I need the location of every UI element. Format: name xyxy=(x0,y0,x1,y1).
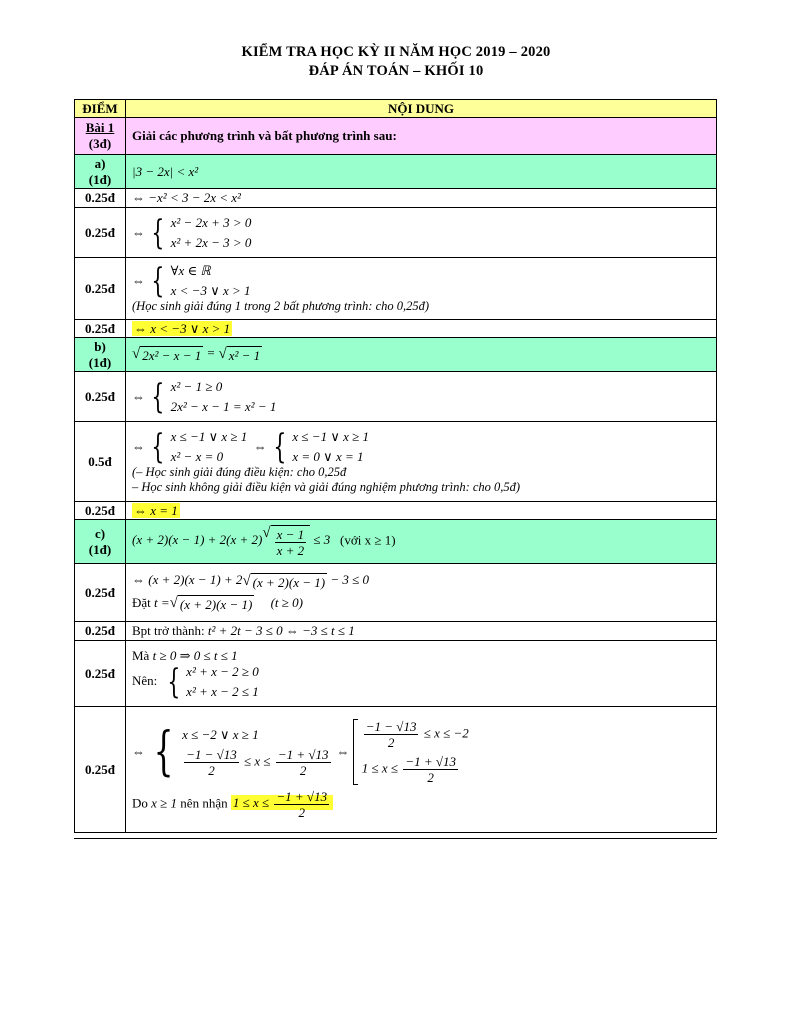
points-cell: 0.25đ xyxy=(75,564,126,622)
part-a-label: a) xyxy=(94,155,106,171)
points-cell: 0.25đ xyxy=(75,320,126,338)
part-c-points: (1đ) xyxy=(88,541,112,557)
part-a-label-cell xyxy=(75,155,126,189)
table-row xyxy=(75,208,717,258)
table-row xyxy=(75,258,717,320)
c-do-label: Do xyxy=(132,795,148,811)
table-row xyxy=(75,320,717,338)
c-nen-label: Nên: xyxy=(132,672,158,688)
a-note: (Học sinh giải đúng 1 trong 2 bất phương trình: cho 0,25đ) xyxy=(132,299,430,313)
c-final-system: ⇔ { x ≤ −2 ∨ x ≥ 1 $\frac{-1 - √13}{2}$ ≤ x ≤ $\frac{-1 + √13}{2}$ xyxy=(132,726,333,778)
part-c-label: c) xyxy=(94,525,106,541)
c-final-line1: x ≤ −2 ∨ x ≥ 1 xyxy=(182,726,259,742)
part-b-row xyxy=(75,338,717,372)
b-step1-system: ⇔ { x² − 1 ≥ 0 2x² − x − 1 = x² − 1 xyxy=(132,376,277,417)
b-answer-highlight: ⇔ x = 1 xyxy=(134,502,178,518)
b-step2-line1: x ≤ −1 ∨ x ≥ 1 xyxy=(170,428,248,444)
c-ma-eq: t ≥ 0 ⇒ 0 ≤ t ≤ 1 xyxy=(152,647,238,663)
c-substitution: t = √ (x + 2)(x − 1) (t ≥ 0) xyxy=(154,594,303,612)
col-points-header: ĐIỂM xyxy=(75,100,126,118)
table-bottom-rule xyxy=(74,838,717,839)
points-cell: 0.25đ xyxy=(75,208,126,258)
table-header-row xyxy=(75,100,717,118)
c-nhan-label: nên nhận xyxy=(180,795,228,811)
bai1-label: Bài 1 xyxy=(85,120,115,135)
part-c-equation: (x + 2)(x − 1) + 2(x + 2) √ $\frac{x - 1}{x + 2}$ ≤ 3 xyxy=(132,525,331,558)
points-cell: 0.25đ xyxy=(75,641,126,707)
b-note1: (– Học sinh giải đúng điều kiện: cho 0,25đ xyxy=(132,464,347,479)
table-row xyxy=(75,564,717,622)
points-cell: 0.25đ xyxy=(75,707,126,833)
c-step1: ⇔ (x + 2)(x − 1) + 2 √ (x + 2)(x − 1) − 3 ≤ 0 xyxy=(132,572,369,590)
b-step2-system: ⇔ { x ≤ −1 ∨ x ≥ 1 x² − x = 0 xyxy=(132,426,248,467)
c-bpt-eq: t² + 2t − 3 ≤ 0 ⇔ −3 ≤ t ≤ 1 xyxy=(207,623,355,638)
points-cell: 0.5đ xyxy=(75,422,126,502)
part-b-label: b) xyxy=(94,338,106,354)
part-b-points: (1đ) xyxy=(88,354,112,370)
c-final-answer-highlight: 1 ≤ x ≤ $\frac{-1 + √13}{2}$ xyxy=(231,795,333,810)
c-condition: (với x ≥ 1) xyxy=(340,532,396,548)
a-step2-line2: x² + 2x − 3 > 0 xyxy=(170,234,252,250)
c-ma-label: Mà xyxy=(132,647,150,663)
part-a-row xyxy=(75,155,717,189)
a-step3-system: ⇔ { ∀x ∈ ℝ x < −3 ∨ x > 1 xyxy=(132,261,251,301)
bai1-row xyxy=(75,118,717,155)
part-b-label-cell xyxy=(75,338,126,372)
c-nen-line1: x² + x − 2 ≥ 0 xyxy=(186,663,259,679)
b-step1-line2: 2x² − x − 1 = x² − 1 xyxy=(170,398,277,414)
c-nen-line2: x² + x − 2 ≤ 1 xyxy=(186,683,259,699)
a-answer-highlight: ⇔ x < −3 ∨ x > 1 xyxy=(134,320,231,336)
c-nen-system: { x² + x − 2 ≥ 0 x² + x − 2 ≤ 1 xyxy=(166,661,259,702)
b-step1-line1: x² − 1 ≥ 0 xyxy=(170,378,223,394)
col-content-header: NỘI DUNG xyxy=(126,100,717,118)
part-c-row xyxy=(75,520,717,564)
table-row xyxy=(75,707,717,833)
c-do-eq: x ≥ 1 xyxy=(151,795,178,811)
a-step2-system: ⇔ { x² − 2x + 3 > 0 x² + 2x − 3 > 0 xyxy=(132,212,252,253)
part-c-label-cell xyxy=(75,520,126,564)
table-row xyxy=(75,372,717,422)
b-step3-line1: x ≤ −1 ∨ x ≥ 1 xyxy=(292,428,369,444)
part-a-points: (1đ) xyxy=(88,171,112,187)
c-bpt-label: Bpt trở thành: xyxy=(132,623,205,638)
answer-table xyxy=(74,99,717,833)
a-step3-line1: ∀x ∈ ℝ xyxy=(170,263,211,278)
table-row xyxy=(75,641,717,707)
bai1-label-cell xyxy=(75,118,126,155)
c-dat-label: Đặt xyxy=(132,594,151,610)
points-cell: 0.25đ xyxy=(75,372,126,422)
part-b-equation: √ 2x² − x − 1 = √ x² − 1 xyxy=(132,345,261,363)
doc-title-line1: KIỂM TRA HỌC KỲ II NĂM HỌC 2019 – 2020 xyxy=(241,44,551,60)
a-step3-line2: x < −3 ∨ x > 1 xyxy=(170,283,251,298)
part-a-equation: |3 − 2x| < x² xyxy=(132,163,199,179)
b-note2: – Học sinh không giải điều kiện và giải đúng nghiệm phương trình: cho 0,5đ) xyxy=(132,479,521,494)
table-row xyxy=(75,622,717,641)
bai1-points: (3đ) xyxy=(88,136,112,151)
points-cell: 0.25đ xyxy=(75,189,126,208)
b-step3-line2: x = 0 ∨ x = 1 xyxy=(292,448,364,464)
bai1-text: Giải các phương trình và bất phương trình sau: xyxy=(126,118,717,155)
table-row xyxy=(75,502,717,520)
points-cell: 0.25đ xyxy=(75,502,126,520)
points-cell: 0.25đ xyxy=(75,622,126,641)
b-step3-system: ⇔ { x ≤ −1 ∨ x ≥ 1 x = 0 ∨ x = 1 xyxy=(250,426,369,467)
b-step2-line2: x² − x = 0 xyxy=(170,448,224,464)
a-step1: ⇔ −x² < 3 − 2x < x² xyxy=(132,190,241,205)
table-row xyxy=(75,422,717,502)
c-final-union: ⇔ $\frac{-1 - √13}{2}$ ≤ x ≤ −2 1 ≤ x ≤ $\frac{-1 + √13}{2}$ xyxy=(336,719,469,785)
table-row xyxy=(75,189,717,208)
a-step2-line1: x² − 2x + 3 > 0 xyxy=(170,214,252,230)
points-cell: 0.25đ xyxy=(75,258,126,320)
doc-title-line2: ĐÁP ÁN TOÁN – KHỐI 10 xyxy=(308,63,484,79)
